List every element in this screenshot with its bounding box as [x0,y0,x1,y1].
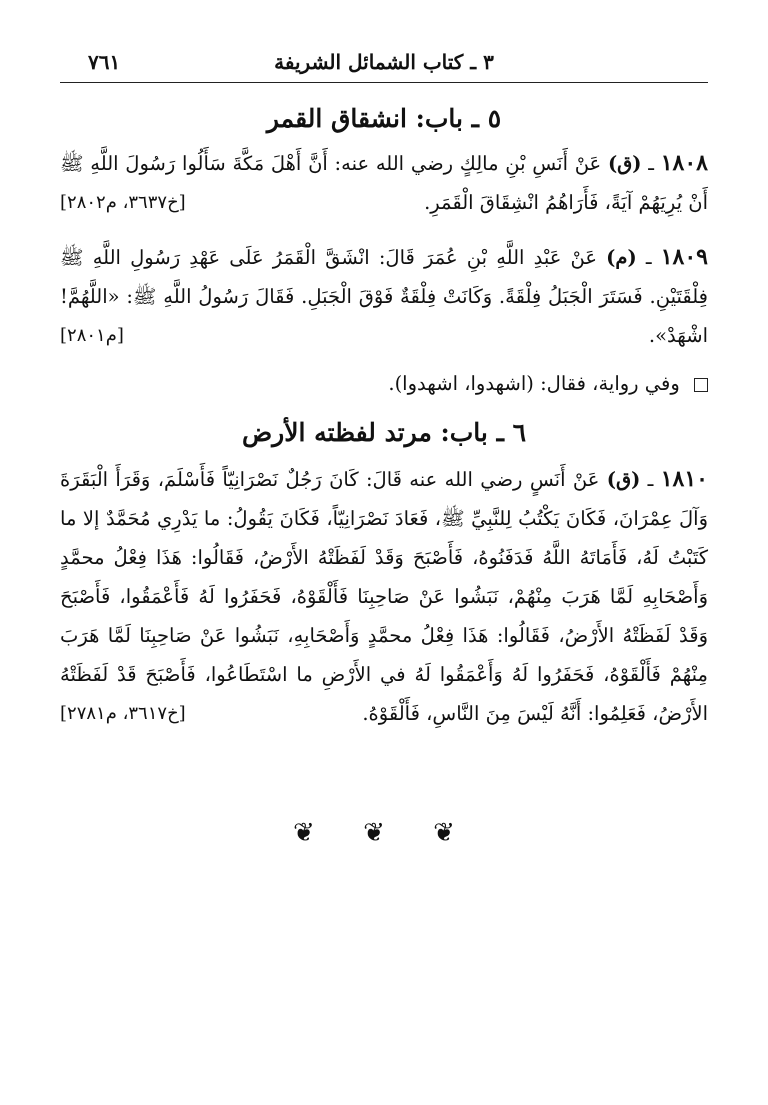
page-header [60,44,708,80]
hadith-number: ١٨١٠ [660,466,708,492]
header-divider [60,82,708,83]
hadith-reference: [خ٣٦١٧، م٢٧٨١] [60,703,186,724]
hadith-source: (ق) [606,468,641,491]
section-end-ornament: ❦ ❦ ❦ [293,818,475,848]
hadith-number: ١٨٠٩ [660,244,708,270]
hadith-text: عَنْ أَنَسٍ رضي الله عنه قَالَ: كَانَ رَجُلٌ نَصْرَانِيّاً فَأَسْلَمَ، وَقَرَأَ الْبَقَرَةَ وَآلَ عِمْرَانَ، فَكَانَ يَكْتُبُ لِلنَّبِيِّ ﷺ، فَعَادَ نَصْرَانِيّاً، فَكَانَ يَقُولُ: ما يَدْرِي مُحَمَّدٌ إلا ما كَتَبْتُ لَهُ، فَأَمَاتَهُ اللَّهُ فَدَفَنُوهُ، فَأَصْبَحَ وَقَدْ لَفَظَتْهُ الأَرْضُ، فَقَالُوا: هَذَا فِعْلُ محمَّدٍ وَأَصْحَابِهِ لَمَّا هَرَبَ مِنْهُمْ، نَبَشُوا عَنْ صَاحِبِنَا فَأَلْقَوْهُ، فَحَفَرُوا لَهُ فَأَعْمَقُوا، فَأَصْبَحَ وَقَدْ لَفَظَتْهُ الأَرْضُ، فَقَالُوا: هَذَا فِعْلُ محمَّدٍ وَأَصْحَابِهِ، نَبَشُوا عَنْ صَاحِبِنَا لَمَّا هَرَبَ مِنْهُمْ فَأَلْقَوْهُ، فَحَفَرُوا لَهُ وَأَعْمَقُوا لَهُ في الأَرْضِ ما اسْتَطَاعُوا، فَأَصْبَحَ قَدْ لَفَظَتْهُ الأَرْضُ، فَعَلِمُوا: أَنَّهُ لَيْسَ مِنَ النَّاسِ، فَأَلْقَوْهُ. [60,468,708,725]
hadith-1810 [60,460,708,733]
hadith-reference: [خ٣٦٣٧، م٢٨٠٢] [60,192,186,213]
chapter-heading-moon-splitting: ٥ ـ باب: انشقاق القمر [266,104,502,133]
dash-separator: ـ [636,246,652,269]
book-page [60,0,708,1105]
hadith-1808 [60,144,708,222]
note-text: وفي رواية، فقال: (اشهدوا، اشهدوا). [388,372,680,395]
hadith-reference: [م٢٨٠١] [60,325,124,346]
chapter-heading-apostate: ٦ ـ باب: مرتد لفظته الأرض [241,418,527,447]
dash-separator: ـ [641,152,654,175]
hadith-number: ١٨٠٨ [660,150,708,176]
hadith-text: عَنْ أَنَسِ بْنِ مالِكٍ رضي الله عنه: أَنَّ أَهْلَ مَكَّةَ سَأَلُوا رَسُولَ اللَّهِ ﷺ أَنْ يُرِيَهُمْ آيَةً، فَأَرَاهُمُ انْشِقَاقَ الْقَمَرِ. [60,152,708,214]
hadith-source: (م) [606,246,637,269]
square-bullet-icon [694,378,708,392]
hadith-source: (ق) [607,152,642,175]
dash-separator: ـ [640,468,654,491]
page-number: ٧٦١ [88,50,121,74]
hadith-1809 [60,238,708,355]
variant-note [60,364,708,403]
hadith-text: عَنْ عَبْدِ اللَّهِ بْنِ عُمَرَ قَالَ: انْشَقَّ الْقَمَرُ عَلَى عَهْدِ رَسُولِ اللَّهِ ﷺ فِلْقَتَيْنِ. فَسَتَرَ الْجَبَلُ فِلْقَةً. وَكَانَتْ فِلْقَةٌ فَوْقَ الْجَبَلِ. فَقَالَ رَسُولُ اللَّهِ ﷺ: «اللَّهُمَّ! اشْهَدْ». [60,246,708,347]
running-title: ٣ ـ كتاب الشمائل الشريفة [274,50,494,74]
